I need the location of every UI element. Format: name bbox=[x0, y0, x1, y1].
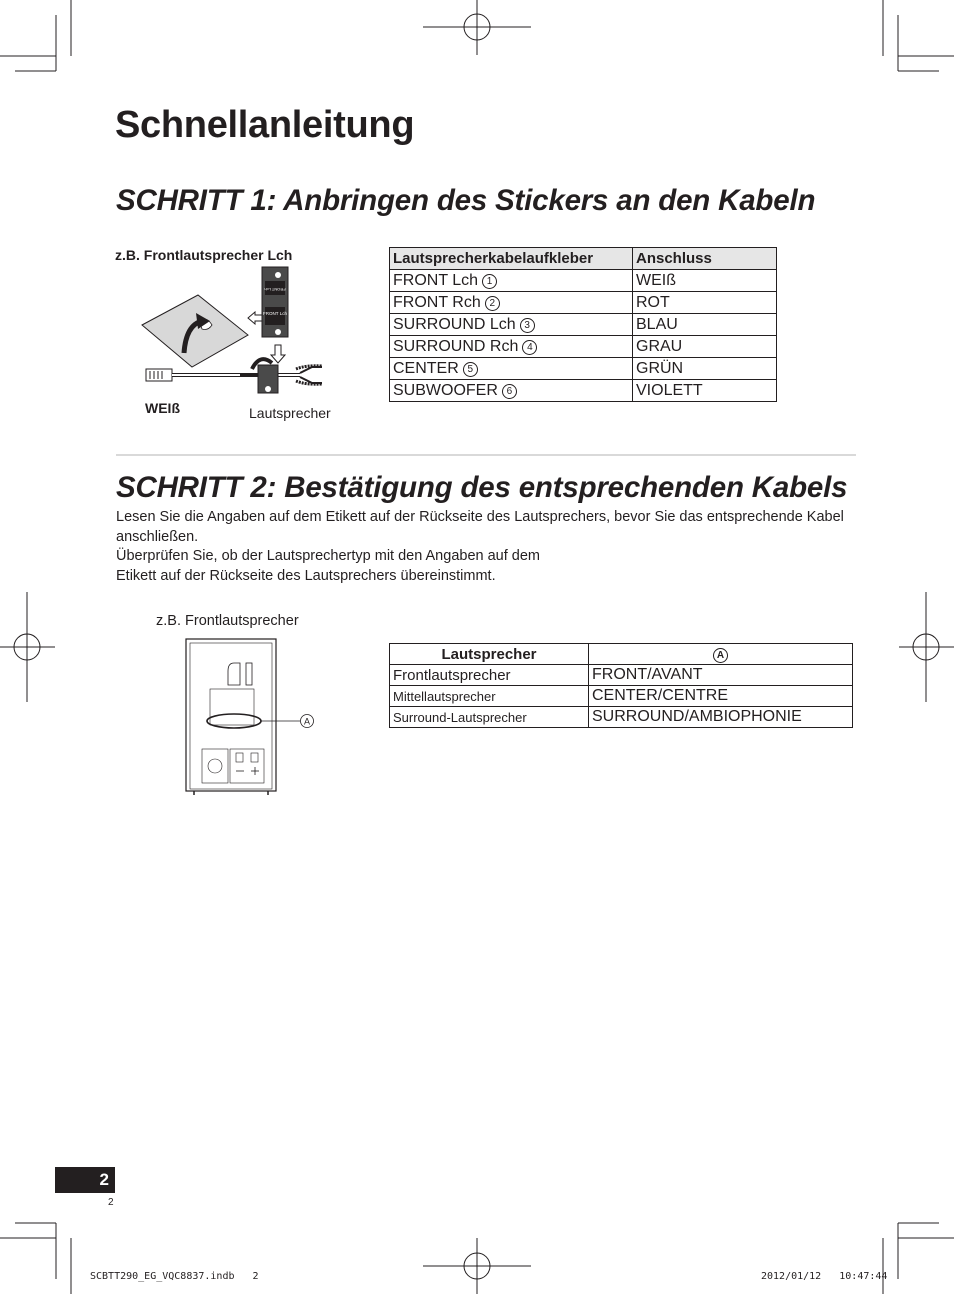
callout-letter: A bbox=[713, 648, 728, 663]
page-number-small: 2 bbox=[108, 1197, 114, 1208]
circled-number: 3 bbox=[520, 318, 535, 333]
table-row bbox=[390, 336, 777, 358]
sticker-detail bbox=[262, 267, 288, 337]
table-row bbox=[390, 380, 777, 402]
speaker-back-illustration bbox=[184, 637, 318, 799]
sticker-illustration bbox=[140, 265, 340, 405]
cable-color-label: WEIß bbox=[145, 400, 180, 416]
table-cell: Mittellautsprecher bbox=[390, 686, 589, 707]
speaker-channel: SURROUND Rch bbox=[393, 337, 519, 355]
callout-letter: A bbox=[303, 716, 311, 727]
table-header-row bbox=[390, 644, 853, 665]
instruction-text: Lesen Sie die Angaben auf dem Etikett auf der Rückseite des Lautsprechers, bevor Sie das entsprechende Kabel anschließen. bbox=[116, 509, 844, 545]
step1-heading: SCHRITT 1: Anbringen des Stickers an den Kabeln bbox=[116, 184, 816, 217]
table-row bbox=[390, 358, 777, 380]
footer-timestamp: 2012/01/12 10:47:44 bbox=[761, 1271, 888, 1282]
table-cell: GRAU bbox=[633, 336, 777, 358]
table-cell: BLAU bbox=[633, 314, 777, 336]
table-cell: CENTER/CENTRE bbox=[589, 686, 853, 707]
speaker-channel: FRONT Rch bbox=[393, 293, 481, 311]
section-divider bbox=[116, 454, 856, 456]
instruction-text: Etikett auf der Rückseite des Lautsprechers übereinstimmt. bbox=[116, 567, 496, 584]
table-cell: VIOLETT bbox=[633, 380, 777, 402]
table-header-cell: Anschluss bbox=[633, 248, 777, 270]
table-cell: Frontlautsprecher bbox=[390, 665, 589, 686]
table-header-row bbox=[390, 248, 777, 270]
step2-instructions bbox=[116, 508, 876, 586]
page-title: Schnellanleitung bbox=[115, 104, 415, 146]
speaker-channel: SUBWOOFER bbox=[393, 381, 498, 399]
page-number: 2 bbox=[99, 1170, 109, 1189]
table-row bbox=[390, 686, 853, 707]
footer-filename: SCBTT290_EG_VQC8837.indb 2 bbox=[90, 1271, 259, 1282]
sticker-bottom-text: FRONT Lch bbox=[263, 311, 287, 316]
table-header-cell: Lautsprecherkabelaufkleber bbox=[390, 248, 633, 270]
speaker-label: Lautsprecher bbox=[249, 405, 331, 421]
table-cell bbox=[390, 336, 633, 358]
speaker-channel: FRONT Lch bbox=[393, 271, 479, 289]
arrow-down-icon bbox=[271, 345, 285, 363]
table-row bbox=[390, 707, 853, 728]
circled-number: 2 bbox=[485, 296, 500, 311]
circled-number: 1 bbox=[482, 274, 497, 289]
arrow-left-icon bbox=[248, 312, 262, 324]
table-row bbox=[390, 665, 853, 686]
circled-number: 4 bbox=[522, 340, 537, 355]
table-row bbox=[390, 270, 777, 292]
table-cell: SURROUND/AMBIOPHONIE bbox=[589, 707, 853, 728]
table-header-cell: Lautsprecher bbox=[390, 644, 589, 665]
speaker-label-table bbox=[389, 643, 853, 728]
speaker-channel: SURROUND Lch bbox=[393, 315, 516, 333]
table-header-cell bbox=[589, 644, 853, 665]
sticker-table bbox=[389, 247, 777, 402]
table-cell: WEIß bbox=[633, 270, 777, 292]
table-row bbox=[390, 292, 777, 314]
circled-number: 6 bbox=[502, 384, 517, 399]
table-cell: Surround-Lautsprecher bbox=[390, 707, 589, 728]
table-cell bbox=[390, 314, 633, 336]
sticker-sheet bbox=[142, 295, 248, 367]
circled-number: 5 bbox=[463, 362, 478, 377]
step2-example-caption: z.B. Frontlautsprecher bbox=[156, 613, 299, 629]
instruction-text: Überprüfen Sie, ob der Lautsprechertyp mit den Angaben auf dem bbox=[116, 548, 540, 564]
step1-example-caption: z.B. Frontlautsprecher Lch bbox=[115, 247, 293, 263]
table-cell bbox=[390, 270, 633, 292]
table-cell: GRÜN bbox=[633, 358, 777, 380]
step2-heading: SCHRITT 2: Bestätigung des entsprechenden Kabels bbox=[116, 471, 848, 504]
speaker-channel: CENTER bbox=[393, 359, 459, 377]
table-row bbox=[390, 314, 777, 336]
table-cell bbox=[390, 292, 633, 314]
table-cell bbox=[390, 380, 633, 402]
table-cell: FRONT/AVANT bbox=[589, 665, 853, 686]
sticker-top-text: FRONT Lch bbox=[264, 287, 286, 292]
table-cell bbox=[390, 358, 633, 380]
table-cell: ROT bbox=[633, 292, 777, 314]
